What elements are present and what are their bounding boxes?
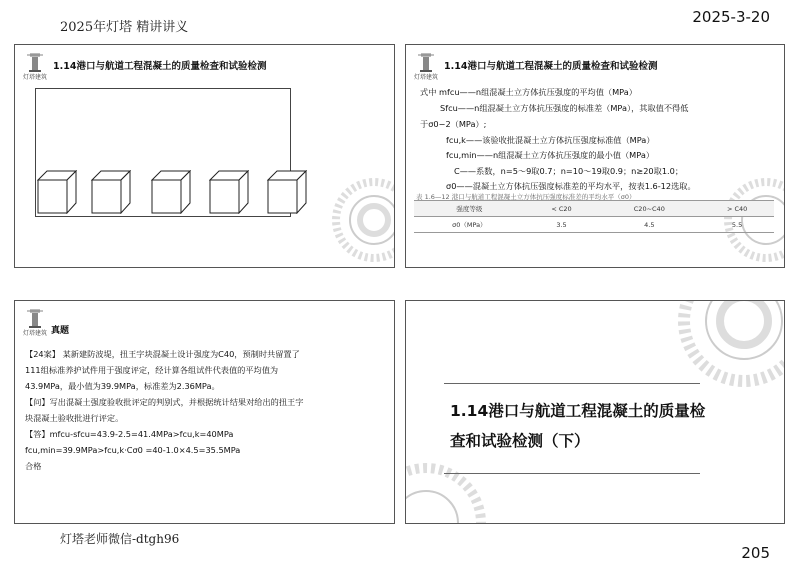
table-cell: C20~C40 xyxy=(598,201,700,217)
cube-specimen-icon xyxy=(209,170,249,214)
table-caption: 表 1.6—12 港口与航道工程混凝土立方体抗压强度标准差的平均水平（σ0） xyxy=(416,193,636,201)
section-title-line: 1.14港口与航道工程混凝土的质量检 xyxy=(450,402,706,420)
table-cell: 5.5 xyxy=(700,217,774,233)
slide-3 xyxy=(14,300,395,524)
divider xyxy=(444,383,700,384)
slide-title: 1.14港口与航道工程混凝土的质量检查和试验检测 xyxy=(444,61,658,72)
formula-line: 于σ0−2（MPa）; xyxy=(420,119,487,129)
slide-4 xyxy=(405,300,785,524)
divider xyxy=(444,473,700,474)
question-line: 【24案】 某新建防波堤，扭王字块混凝土设计强度为C40，预制时共留置了 xyxy=(25,349,300,359)
cube-specimen-icon xyxy=(151,170,191,214)
table-cell: < C20 xyxy=(525,201,599,217)
gear-decoration-icon xyxy=(314,45,394,267)
logo-text: 灯塔建筑 xyxy=(414,74,439,81)
slide-title: 1.14港口与航道工程混凝土的质量检查和试验检测 xyxy=(53,61,267,72)
document-date: 2025-3-20 xyxy=(692,8,770,26)
gear-decoration-icon xyxy=(406,443,496,523)
document-header-title: 2025年灯塔 精讲讲义 xyxy=(60,20,189,35)
table-cell: > C40 xyxy=(700,201,774,217)
question-line: 111组标准养护试件用于强度评定，经计算各组试件代表值的平均值为 xyxy=(25,365,279,375)
gear-decoration-icon xyxy=(704,45,784,267)
cube-specimen-icon xyxy=(267,170,307,214)
table-header-row xyxy=(414,201,774,217)
formula-line: 式中 mfcu——n组混凝土立方体抗压强度的平均值（MPa） xyxy=(420,87,637,97)
table-row xyxy=(414,217,774,233)
formula-line: C——系数，n=5～9取0.7；n=10～19取0.9；n≥20取1.0； xyxy=(454,166,684,176)
gear-decoration-icon xyxy=(634,301,784,391)
formula-line: σ0——混凝土立方体抗压强度标准差的平均水平，按表1.6-12选取。 xyxy=(446,181,696,191)
document-footer-contact: 灯塔老师微信-dtgh96 xyxy=(60,532,180,546)
slide-1 xyxy=(14,44,395,268)
page-number: 205 xyxy=(741,544,770,562)
answer-line: 【答】mfcu-sfcu=43.9-2.5=41.4MPa>fcu,k=40MPa xyxy=(25,429,234,439)
logo-text: 灯塔建筑 xyxy=(23,74,48,81)
slide-2 xyxy=(405,44,785,268)
cube-specimen-icon xyxy=(91,170,131,214)
formula-line: fcu,k——该验收批混凝土立方体抗压强度标准值（MPa） xyxy=(446,135,655,145)
table-cell: σ0（MPa） xyxy=(414,217,525,233)
question-line: 块混凝土验收批进行评定。 xyxy=(25,413,124,423)
formula-line: Sfcu——n组混凝土立方体抗压强度的标准差（MPa），其取值不得低 xyxy=(440,103,689,113)
answer-line: 合格 xyxy=(25,461,42,471)
lighthouse-logo-icon xyxy=(23,308,47,337)
section-title-line: 查和试验检测（下） xyxy=(450,432,590,450)
table-cell: 3.5 xyxy=(525,217,599,233)
answer-line: fcu,min=39.9MPa>fcu,k·Cσ0 =40-1.0×4.5=35.5MPa xyxy=(25,445,241,455)
table-cell: 强度等级 xyxy=(414,201,525,217)
table-cell: 4.5 xyxy=(598,217,700,233)
std-deviation-table xyxy=(414,200,774,233)
cube-specimen-icon xyxy=(37,170,77,214)
section-heading: 真题 xyxy=(51,326,70,336)
formula-line: fcu,min——n组混凝土立方体抗压强度的最小值（MPa） xyxy=(446,150,655,160)
lighthouse-logo-icon xyxy=(23,52,47,81)
question-line: 【问】写出混凝土强度验收批评定的判别式，并根据统计结果对给出的扭王字 xyxy=(25,397,304,407)
question-line: 43.9MPa，最小值为39.9MPa，标准差为2.36MPa。 xyxy=(25,381,220,391)
logo-text: 灯塔建筑 xyxy=(23,330,48,337)
lighthouse-logo-icon xyxy=(414,52,438,81)
